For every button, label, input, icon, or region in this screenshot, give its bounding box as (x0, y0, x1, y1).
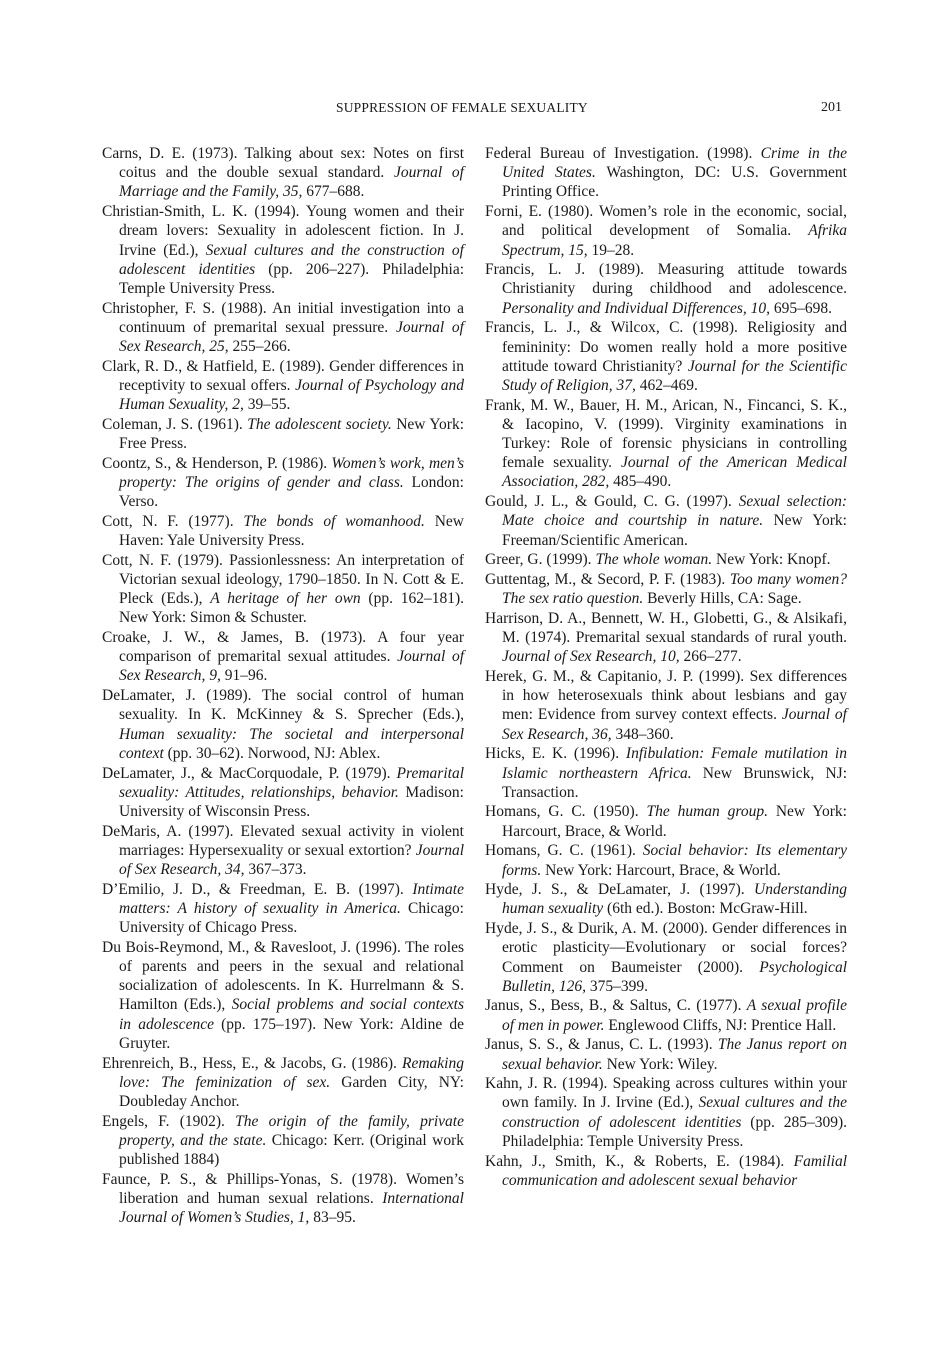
reference-entry (102, 686, 464, 763)
reference-source: Journal of Marriage and the Family, 35, (119, 164, 464, 201)
reference-entry (485, 609, 847, 667)
reference-details: (pp. 175–197). New York: Aldine de Gruyter. (119, 1015, 464, 1052)
reference-entry (485, 841, 847, 879)
reference-entry (485, 1035, 847, 1073)
reference-source: Premarital sexuality: Attitudes, relationships, behavior. (119, 764, 464, 801)
page-number: 201 (821, 100, 842, 115)
reference-text: Gould, J. L., & Gould, C. G. (1997). (485, 493, 739, 511)
reference-source: Sexual cultures and the construction of adolescent identities (502, 1094, 847, 1131)
reference-text: Hicks, E. K. (1996). (485, 745, 626, 763)
reference-text: Federal Bureau of Investigation. (1998). (485, 145, 761, 162)
reference-text: Homans, G. C. (1961). (485, 842, 643, 860)
reference-details: 19–28. (587, 241, 635, 259)
reference-text: Kahn, J. R. (1994). Speaking across cultures within your own family. In J. Irvine (Ed.), (485, 1075, 847, 1112)
reference-source: The human group. (646, 803, 768, 821)
reference-text: Ehrenreich, B., Hess, E., & Jacobs, G. (1986). (102, 1054, 403, 1072)
reference-text: Francis, L. J. (1989). Measuring attitude towards Christianity during childhood and adolescence. (485, 261, 847, 298)
reference-details: 677–688. (302, 183, 365, 201)
reference-entry (485, 1074, 847, 1151)
reference-text: Hyde, J. S., & Durik, A. M. (2000). Gender differences in erotic plasticity—Evolutionary or social forces? Comment on Baumeister (2000). (485, 920, 847, 976)
reference-entry (102, 1112, 464, 1170)
reference-column-left (102, 144, 464, 1228)
reference-details: (6th ed.). Boston: McGraw-Hill. (603, 900, 808, 918)
reference-text: DeLamater, J. (1989). The social control of human sexuality. In K. McKinney & S. Sprecher (Eds.), (102, 687, 464, 724)
reference-text: D’Emilio, J. D., & Freedman, E. B. (1997). (102, 880, 413, 898)
reference-entry (485, 202, 847, 260)
reference-source: The bonds of womanhood. (243, 512, 425, 530)
reference-entry (485, 996, 847, 1034)
reference-source: The origin of the family, private property, and the state. (119, 1112, 464, 1149)
reference-entry (485, 570, 847, 608)
reference-text: Christian-Smith, L. K. (1994). Young women and their dream lovers: Sexuality in adolescent fiction. In J. Irvine (Ed.), (102, 203, 464, 259)
reference-details: New York: Harcourt, Brace, & World. (541, 861, 781, 879)
reference-source: Women’s work, men’s property: The origins of gender and class. (119, 454, 464, 491)
reference-details: Washington, DC: U.S. Government Printing Office. (502, 164, 847, 201)
reference-entry (485, 396, 847, 492)
reference-details: (pp. 162–181). New York: Simon & Schuster. (119, 590, 464, 627)
reference-details: 83–95. (309, 1209, 356, 1227)
reference-text: Forni, E. (1980). Women’s role in the economic, social, and political development of Somalia. (485, 203, 847, 240)
reference-details: 367–373. (244, 861, 307, 879)
reference-entry (485, 260, 847, 318)
reference-text: Kahn, J., Smith, K., & Roberts, E. (1984). (485, 1152, 794, 1170)
reference-details: Madison: University of Wisconsin Press. (119, 783, 464, 820)
reference-entry (485, 318, 847, 395)
reference-details: New York: Freeman/Scientific American. (502, 512, 847, 549)
reference-source: Social behavior: Its elementary forms. (502, 842, 847, 879)
reference-source: Understanding human sexuality (502, 881, 847, 918)
reference-text: Coleman, J. S. (1961). (102, 415, 248, 433)
reference-details: Chicago: Kerr. (Original work published 1884) (119, 1131, 464, 1169)
reference-entry (485, 144, 847, 202)
reference-entry (485, 667, 847, 744)
reference-entry (102, 938, 464, 1053)
reference-entry (102, 880, 464, 938)
reference-source: Social problems and social contexts in adolescence (119, 996, 464, 1033)
reference-column-right (485, 144, 847, 1190)
reference-text: Herek, G. M., & Capitanio, J. P. (1999). Sex differences in how heterosexuals think about lesbians and gay men: Evidence from survey context effects. (485, 667, 847, 724)
reference-source: Familial communication and adolescent sexual behavior (502, 1152, 847, 1189)
reference-source: Human sexuality: The societal and interpersonal context (119, 725, 464, 762)
reference-entry (485, 744, 847, 802)
reference-source: Psychological Bulletin, 126, (502, 958, 847, 995)
reference-entry (485, 1152, 847, 1190)
reference-text: Croake, J. W., & James, B. (1973). A four year comparison of premarital sexual attitudes. (102, 629, 464, 666)
reference-source: Sexual cultures and the construction of adolescent identities (119, 241, 464, 278)
reference-entry (485, 492, 847, 550)
reference-text: Francis, L. J., & Wilcox, C. (1998). Religiosity and femininity: Do women really hold a more positive attitude toward Christianity? (485, 319, 847, 375)
reference-details: New Brunswick, NJ: Transaction. (502, 764, 847, 801)
reference-source: Intimate matters: A history of sexuality in America. (119, 880, 464, 917)
reference-source: The whole woman. (595, 551, 713, 569)
reference-source: Sexual selection: Mate choice and courtship in nature. (502, 493, 847, 530)
reference-details: (pp. 206–227). Philadelphia: Temple University Press. (119, 260, 465, 297)
reference-text: Clark, R. D., & Hatfield, E. (1989). Gender differences in receptivity to sexual offers. (102, 357, 464, 394)
reference-text: Coontz, S., & Henderson, P. (1986). (102, 454, 332, 472)
reference-details: 695–698. (770, 299, 833, 317)
reference-source: Journal for the Scientific Study of Religion, 37, (502, 357, 847, 394)
reference-details: (pp. 30–62). Norwood, NJ: Ablex. (163, 744, 381, 762)
reference-source: Afrika Spectrum, 15, (502, 222, 847, 259)
reference-entry (102, 628, 464, 686)
reference-entry (102, 822, 464, 880)
reference-details: 348–360. (611, 725, 674, 743)
reference-entry (102, 512, 464, 550)
reference-source: Journal of Sex Research, 9, (119, 648, 465, 685)
reference-source: Too many women? The sex ratio question. (502, 570, 848, 608)
reference-source: Journal of Psychology and Human Sexuality, 2, (119, 376, 464, 414)
reference-source: The Janus report on sexual behavior. (502, 1036, 847, 1073)
reference-text: DeMaris, A. (1997). Elevated sexual activity in violent marriages: Hypersexuality or sexual extortion? (102, 822, 464, 859)
reference-text: Janus, S. S., & Janus, C. L. (1993). (485, 1036, 718, 1054)
reference-source: Journal of Sex Research, 10, (502, 648, 680, 666)
reference-entry (485, 802, 847, 840)
reference-entry (102, 454, 464, 512)
reference-entry (102, 764, 464, 822)
reference-source: Remaking love: The feminization of sex. (119, 1054, 464, 1091)
reference-details: 485–490. (609, 473, 672, 491)
reference-details: 255–266. (228, 338, 291, 356)
reference-source: Journal of Sex Research, 34, (119, 841, 464, 879)
reference-details: New York: Harcourt, Brace, & World. (502, 803, 847, 840)
reference-text: Frank, M. W., Bauer, H. M., Arican, N., Fincanci, S. K., & Iacopino, V. (1999). Virginity examinations in Turkey: Role of forensic physicians in controlling female sexuality. (485, 396, 847, 472)
reference-details: 39–55. (243, 396, 291, 414)
reference-entry (102, 202, 464, 298)
reference-source: Infibulation: Female mutilation in Islamic northeastern Africa. (502, 745, 847, 782)
reference-source: A sexual profile of men in power. (502, 997, 847, 1034)
reference-source: A heritage of her own (210, 590, 361, 608)
reference-source: Journal of Sex Research, 25, (119, 318, 464, 356)
reference-source: International Journal of Women’s Studies, 1, (119, 1189, 464, 1227)
reference-text: Greer, G. (1999). (485, 551, 596, 569)
reference-text: Guttentag, M., & Secord, P. F. (1983). (485, 570, 730, 588)
reference-entry (102, 357, 464, 415)
reference-source: Journal of Sex Research, 36, (502, 706, 847, 743)
reference-text: Hyde, J. S., & DeLamater, J. (1997). (485, 881, 754, 899)
reference-text: Cott, N. F. (1979). Passionlessness: An interpretation of Victorian sexual ideology, 1790–1850. In N. Cott & E. Pleck (Eds.), (102, 551, 464, 608)
reference-source: Personality and Individual Differences, 10, (502, 299, 771, 317)
reference-details: (pp. 285–309). Philadelphia: Temple University Press. (502, 1113, 848, 1150)
reference-entry (102, 144, 464, 202)
reference-details: Chicago: University of Chicago Press. (119, 899, 464, 937)
reference-details: 266–277. (679, 648, 742, 666)
reference-details: 91–96. (220, 667, 268, 685)
reference-details: Englewood Cliffs, NJ: Prentice Hall. (604, 1016, 837, 1034)
reference-text: Janus, S., Bess, B., & Saltus, C. (1977). (485, 997, 747, 1015)
reference-entry (485, 919, 847, 996)
reference-text: Cott, N. F. (1977). (102, 512, 244, 530)
reference-details: Garden City, NY: Doubleday Anchor. (119, 1073, 464, 1110)
reference-details: Beverly Hills, CA: Sage. (643, 590, 802, 608)
reference-details: New York: Free Press. (119, 415, 464, 453)
reference-text: DeLamater, J., & MacCorquodale, P. (1979). (102, 764, 397, 782)
reference-text: Engels, F. (1902). (102, 1112, 236, 1130)
reference-entry (102, 551, 464, 628)
reference-source: Journal of the American Medical Association, 282, (502, 454, 847, 491)
reference-details: 462–469. (635, 376, 698, 394)
reference-entry (485, 880, 847, 918)
reference-details: 375–399. (585, 977, 648, 995)
reference-text: Faunce, P. S., & Phillips-Yonas, S. (1978). Women’s liberation and human sexual relations. (102, 1170, 464, 1207)
reference-text: Harrison, D. A., Bennett, W. H., Globetti, G., & Alsikafi, M. (1974). Premarital sexual standards of rural youth. (485, 609, 847, 647)
reference-details: New York: Wiley. (602, 1055, 718, 1073)
reference-text: Carns, D. E. (1973). Talking about sex: Notes on first coitus and the double sexual standard. (102, 145, 464, 182)
reference-entry (102, 1170, 464, 1228)
reference-text: Homans, G. C. (1950). (485, 803, 647, 821)
reference-details: London: Verso. (119, 473, 464, 511)
reference-details: New York: Knopf. (712, 551, 831, 569)
reference-entry (102, 299, 464, 357)
reference-entry (485, 550, 847, 569)
reference-source: The adolescent society. (247, 415, 392, 433)
reference-entry (102, 415, 464, 453)
running-head: SUPPRESSION OF FEMALE SEXUALITY (336, 100, 588, 115)
reference-entry (102, 1054, 464, 1112)
reference-source: Crime in the United States. (502, 145, 847, 182)
reference-text: Du Bois-Reymond, M., & Ravesloot, J. (1996). The roles of parents and peers in the sexual and relational socialization of adolescents. In K. Hurrelmann & S. Hamilton (Eds.), (102, 938, 464, 1014)
reference-text: Christopher, F. S. (1988). An initial investigation into a continuum of premarital sexual pressure. (102, 299, 464, 336)
reference-details: New Haven: Yale University Press. (119, 512, 464, 550)
